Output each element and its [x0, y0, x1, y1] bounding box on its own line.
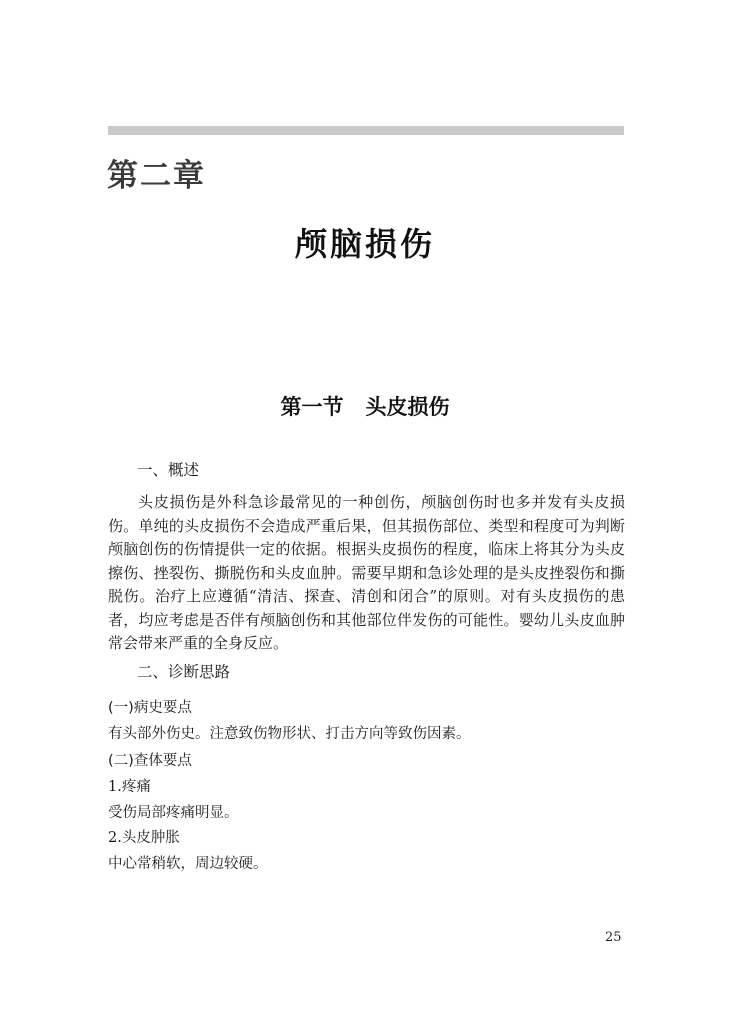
diagnosis-heading: 二、诊断思路: [137, 663, 231, 681]
chapter-header-bar: [108, 126, 624, 135]
exam-item-1-text: 受伤局部疼痛明显。: [108, 805, 239, 821]
chapter-title: 颅脑损伤: [294, 225, 435, 263]
history-text: 有头部外伤史。注意致伤物形状、打击方向等致伤因素。: [108, 726, 471, 742]
overview-heading: 一、概述: [137, 461, 200, 479]
exam-heading: (二)查体要点: [108, 753, 192, 769]
exam-item-2-text: 中心常稍软，周边较硬。: [108, 856, 268, 872]
chapter-label: 第二章: [107, 158, 206, 194]
page-number: 25: [605, 930, 622, 945]
exam-item-2-title: 2.头皮肿胀: [108, 830, 180, 846]
section-title: 第一节 头皮损伤: [280, 394, 450, 419]
overview-paragraph: 头皮损伤是外科急诊最常见的一种创伤，颅脑创伤时也多并发有头皮损伤。单纯的头皮损伤不会造成严重后果，但其损伤部位、类型和程度可为判断颅脑创伤的伤情提供一定的依据。根据头皮损伤的程度，临床上将其分为头皮擦伤、挫裂伤、撕脱伤和头皮血肿。需要早期和急诊处理的是头皮挫裂伤和撕脱伤。治疗上应遵循“清洁、探查、清创和闭合”的原则。对有头皮损伤的患者，均应考虑是否伴有颅脑创伤和其他部位伴发伤的可能性。婴幼儿头皮血肿常会带来严重的全身反应。: [108, 493, 625, 652]
history-heading: (一)病史要点: [108, 700, 192, 716]
exam-item-1-title: 1.疼痛: [108, 779, 151, 795]
